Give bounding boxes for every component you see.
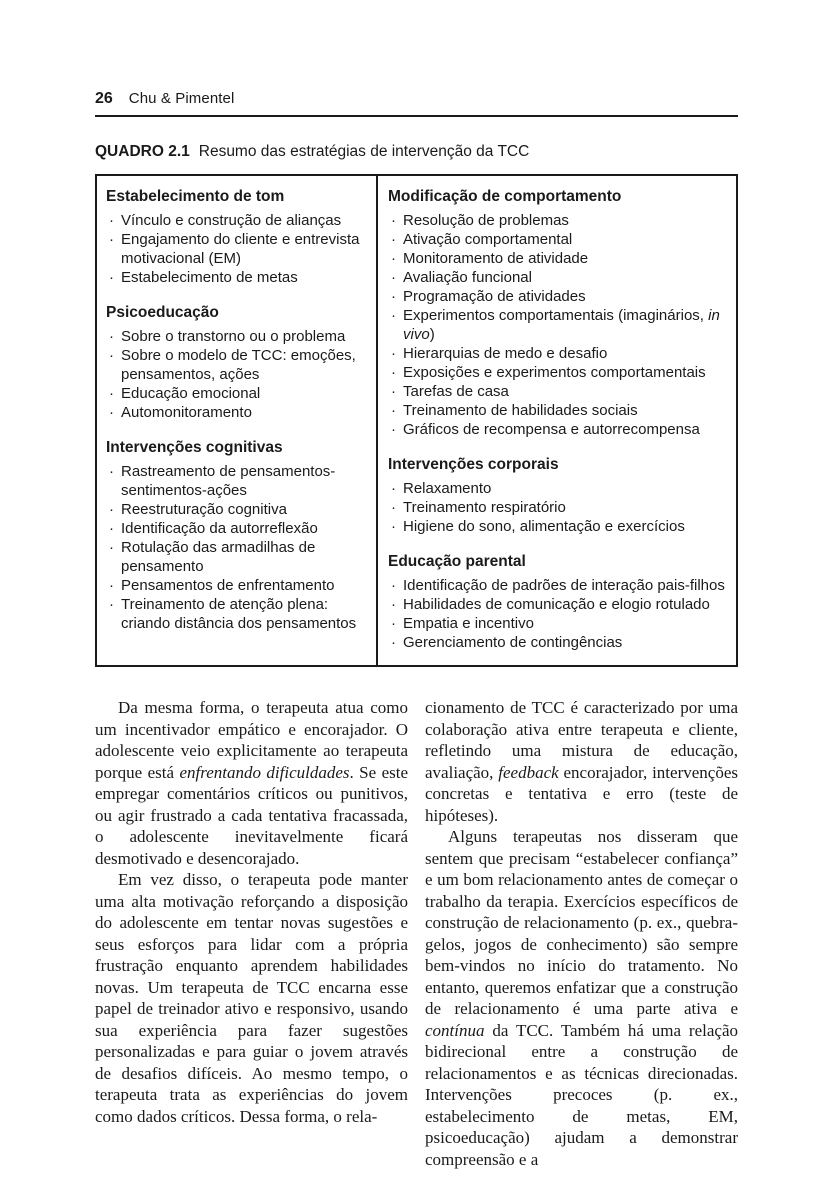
table-bullet-item bbox=[106, 327, 366, 346]
table-section bbox=[388, 552, 726, 652]
table-section bbox=[106, 187, 366, 287]
bullet-marker: · bbox=[109, 212, 114, 229]
bullet-marker: · bbox=[109, 539, 114, 556]
bullet-text: Treinamento respiratório bbox=[403, 499, 566, 516]
table-bullet-item bbox=[388, 344, 726, 363]
bullet-text: Treinamento de atenção plena: criando distância dos pensamentos bbox=[121, 596, 357, 632]
bullet-marker: · bbox=[391, 480, 396, 497]
bullet-text: Identificação da autorreflexão bbox=[121, 520, 318, 537]
bullet-marker: · bbox=[391, 364, 396, 381]
bullet-marker: · bbox=[109, 385, 114, 402]
table-bullet-item bbox=[388, 498, 726, 517]
table-bullet-item bbox=[388, 401, 726, 420]
table-bullet-list bbox=[106, 462, 366, 633]
table-bullet-item bbox=[388, 479, 726, 498]
table-bullet-item bbox=[388, 287, 726, 306]
table-section-heading: Intervenções cognitivas bbox=[106, 439, 283, 456]
bullet-marker: · bbox=[391, 577, 396, 594]
bullet-marker: · bbox=[391, 345, 396, 362]
bullet-text: Hierarquias de medo e desafio bbox=[403, 345, 608, 362]
bullet-text: Empatia e incentivo bbox=[403, 615, 534, 632]
table-section-heading: Educação parental bbox=[388, 553, 526, 570]
bullet-marker: · bbox=[109, 347, 114, 364]
table-bullet-item bbox=[388, 614, 726, 633]
body-paragraph: Alguns terapeutas nos disseram que sentem que precisam “estabelecer confiança” e um bom relacionamento antes de começar o trabalho da terapia. Exercícios específicos de construção de relacionamento (p. ex., quebra-gelos, jogos de conhecimento) são sempre bem-vindos no início do tratamento. No entanto, queremos enfatizar que a construção de relacionamento é uma parte ativa e contínua da TCC. Também há uma relação bidirecional entre a construção de relacionamentos e as técnicas direcionadas. Intervenções precoces (p. ex., estabelecimento de metas, EM, psicoeducação) ajudam a demonstrar compreensão e a bbox=[425, 827, 738, 1169]
table-section-heading: Modificação de comportamento bbox=[388, 188, 622, 205]
bullet-marker: · bbox=[109, 328, 114, 345]
bullet-marker: · bbox=[391, 634, 396, 651]
bullet-marker: · bbox=[109, 269, 114, 286]
table-bullet-item bbox=[106, 500, 366, 519]
table-caption bbox=[95, 143, 738, 161]
bullet-text: Experimentos comportamentais (imaginários, in vivo) bbox=[403, 307, 720, 343]
bullet-text: Estabelecimento de metas bbox=[121, 269, 298, 286]
bullet-marker: · bbox=[109, 577, 114, 594]
table-bullet-list bbox=[106, 327, 366, 422]
bullet-marker: · bbox=[391, 383, 396, 400]
bullet-text: Habilidades de comunicação e elogio rotulado bbox=[403, 596, 710, 613]
table-bullet-item bbox=[106, 230, 366, 268]
table-bullet-item bbox=[106, 462, 366, 500]
bullet-text: Automonitoramento bbox=[121, 404, 252, 421]
bullet-marker: · bbox=[391, 212, 396, 229]
table-section bbox=[388, 455, 726, 536]
table-bullet-item bbox=[106, 538, 366, 576]
bullet-text: Rastreamento de pensamentos-sentimentos-ações bbox=[121, 463, 336, 499]
bullet-text: Monitoramento de atividade bbox=[403, 250, 589, 267]
body-column-left bbox=[95, 697, 408, 1170]
table-section-heading: Psicoeducação bbox=[106, 304, 219, 321]
table-bullet-item bbox=[106, 576, 366, 595]
table-bullet-item bbox=[388, 517, 726, 536]
bullet-marker: · bbox=[109, 231, 114, 248]
table-bullet-list bbox=[388, 479, 726, 536]
bullet-marker: · bbox=[109, 463, 114, 480]
bullet-marker: · bbox=[109, 501, 114, 518]
table-caption-label: QUADRO 2.1 bbox=[95, 143, 190, 160]
table-bullet-item bbox=[106, 403, 366, 422]
table-bullet-item bbox=[106, 384, 366, 403]
table-bullet-item bbox=[106, 519, 366, 538]
table-bullet-item bbox=[106, 346, 366, 384]
bullet-text: Identificação de padrões de interação pais-filhos bbox=[403, 577, 725, 594]
bullet-marker: · bbox=[109, 596, 114, 613]
bullet-marker: · bbox=[391, 269, 396, 286]
table-section bbox=[388, 187, 726, 439]
body-text bbox=[95, 697, 738, 1170]
table-bullet-item bbox=[388, 633, 726, 652]
bullet-marker: · bbox=[391, 615, 396, 632]
bullet-marker: · bbox=[391, 402, 396, 419]
bullet-text: Sobre o modelo de TCC: emoções, pensamentos, ações bbox=[121, 347, 356, 383]
bullet-text: Pensamentos de enfrentamento bbox=[121, 577, 335, 594]
bullet-text: Programação de atividades bbox=[403, 288, 586, 305]
bullet-marker: · bbox=[391, 288, 396, 305]
bullet-text: Engajamento do cliente e entrevista motivacional (EM) bbox=[121, 231, 360, 267]
table-bullet-item bbox=[388, 576, 726, 595]
table-bullet-item bbox=[106, 211, 366, 230]
bullet-text: Resolução de problemas bbox=[403, 212, 569, 229]
bullet-marker: · bbox=[109, 404, 114, 421]
bullet-text: Gerenciamento de contingências bbox=[403, 634, 623, 651]
intervention-strategies-table bbox=[95, 174, 738, 667]
page-number: 26 bbox=[95, 90, 113, 107]
table-column-left bbox=[97, 176, 378, 665]
bullet-text: Reestruturação cognitiva bbox=[121, 501, 287, 518]
bullet-marker: · bbox=[391, 596, 396, 613]
bullet-text: Gráficos de recompensa e autorrecompensa bbox=[403, 421, 700, 438]
table-bullet-item bbox=[388, 249, 726, 268]
body-paragraph: Da mesma forma, o terapeuta atua como um incentivador empático e encorajador. O adolescente veio explicitamente ao terapeuta porque está enfrentando dificuldades. Se este empregar comentários críticos ou punitivos, ou agir frustrado a cada tentativa fracassada, o adolescente inevitavelmente ficará desmotivado e desencorajado. bbox=[95, 698, 408, 868]
page-content bbox=[95, 0, 738, 1170]
table-bullet-item bbox=[106, 268, 366, 287]
body-paragraph: cionamento de TCC é caracterizado por uma colaboração ativa entre terapeuta e cliente, refletindo uma mistura de educação, avaliação, feedback encorajador, intervenções concretas e tentativa e erro (teste de hipóteses). bbox=[425, 698, 738, 825]
table-caption-title: Resumo das estratégias de intervenção da TCC bbox=[198, 143, 530, 160]
running-header bbox=[95, 90, 738, 117]
bullet-text: Higiene do sono, alimentação e exercícios bbox=[403, 518, 685, 535]
body-paragraph: Em vez disso, o terapeuta pode manter uma alta motivação reforçando a disposição do adolescente em tentar novas sugestões e seus esforços para lidar com a própria frustração enquanto aprendem habilidades novas. Um terapeuta de TCC encarna esse papel de treinador ativo e responsivo, usando sua experiência para fazer sugestões personalizadas e para guiar o jovem através de desafios difíceis. Ao mesmo tempo, o terapeuta trata as experiências do jovem como dados críticos. Dessa forma, o rela- bbox=[95, 870, 408, 1126]
table-bullet-item bbox=[388, 230, 726, 249]
bullet-text: Sobre o transtorno ou o problema bbox=[121, 328, 346, 345]
table-bullet-item bbox=[388, 420, 726, 439]
body-column-right bbox=[425, 697, 738, 1170]
table-bullet-item bbox=[388, 268, 726, 287]
bullet-marker: · bbox=[391, 231, 396, 248]
bullet-marker: · bbox=[391, 307, 396, 324]
bullet-text: Treinamento de habilidades sociais bbox=[403, 402, 638, 419]
bullet-marker: · bbox=[391, 421, 396, 438]
table-bullet-list bbox=[106, 211, 366, 287]
bullet-text: Tarefas de casa bbox=[403, 383, 509, 400]
running-head-text: Chu & Pimentel bbox=[128, 90, 235, 107]
bullet-marker: · bbox=[391, 250, 396, 267]
table-bullet-list bbox=[388, 211, 726, 439]
bullet-text: Vínculo e construção de alianças bbox=[121, 212, 342, 229]
table-bullet-item bbox=[388, 363, 726, 382]
table-section-heading: Intervenções corporais bbox=[388, 456, 559, 473]
table-bullet-item bbox=[106, 595, 366, 633]
bullet-marker: · bbox=[109, 520, 114, 537]
bullet-marker: · bbox=[391, 518, 396, 535]
table-section bbox=[106, 438, 366, 633]
bullet-text: Rotulação das armadilhas de pensamento bbox=[121, 539, 316, 575]
bullet-text: Avaliação funcional bbox=[403, 269, 532, 286]
table-section bbox=[106, 303, 366, 422]
bullet-marker: · bbox=[391, 499, 396, 516]
table-bullet-item bbox=[388, 595, 726, 614]
table-column-right bbox=[378, 176, 736, 665]
bullet-text: Exposições e experimentos comportamentais bbox=[403, 364, 706, 381]
table-bullet-item bbox=[388, 382, 726, 401]
table-bullet-item bbox=[388, 211, 726, 230]
bullet-text: Ativação comportamental bbox=[403, 231, 573, 248]
table-section-heading: Estabelecimento de tom bbox=[106, 188, 285, 205]
table-bullet-item bbox=[388, 306, 726, 344]
table-bullet-list bbox=[388, 576, 726, 652]
bullet-text: Educação emocional bbox=[121, 385, 261, 402]
bullet-text: Relaxamento bbox=[403, 480, 492, 497]
